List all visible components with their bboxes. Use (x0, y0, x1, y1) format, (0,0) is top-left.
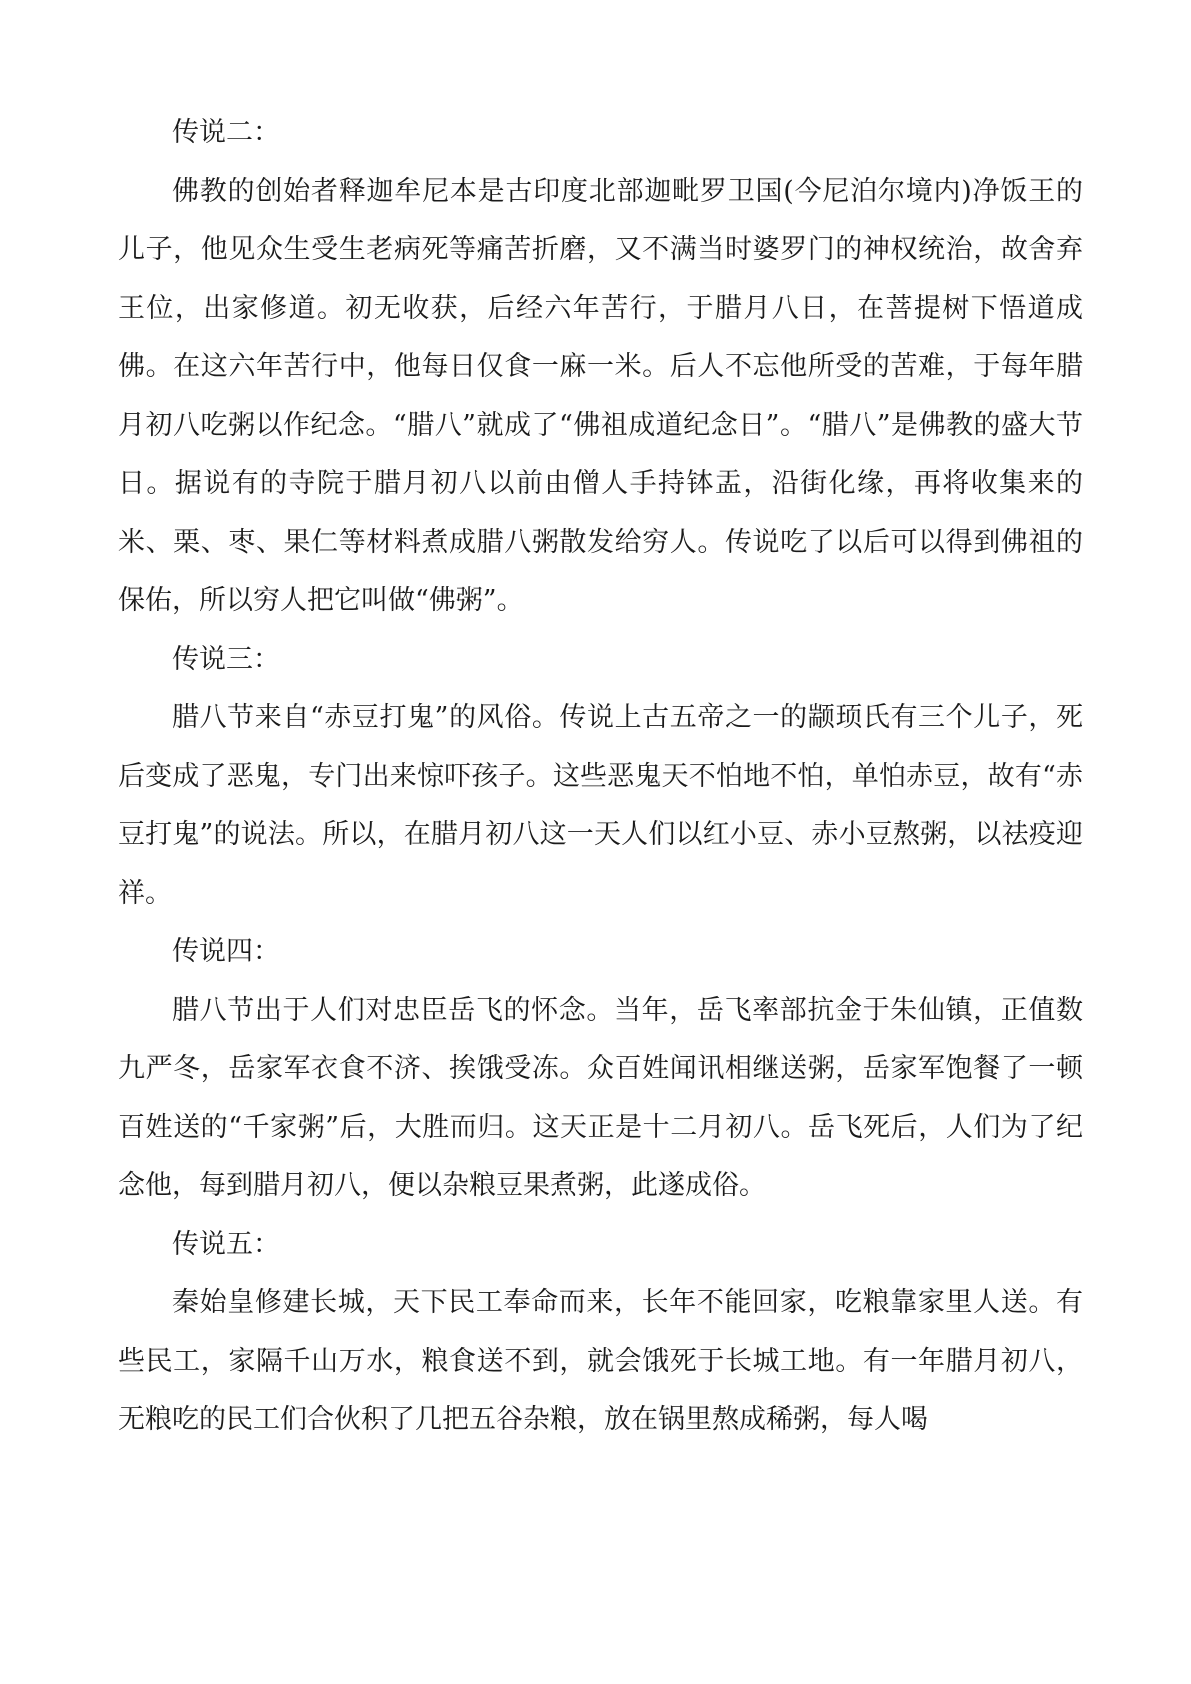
legend-3-heading: 传说三： (172, 643, 280, 675)
legend-4-heading: 传说四： (172, 936, 280, 967)
legend-3-paragraph: 腊八节来自“赤豆打鬼”的风俗。传说上古五帝之一的颛顼氏有三个儿子，死后变成了恶鬼，专门出来惊吓孩子。这些恶鬼天不怕地不怕，单怕赤豆，故有“赤豆打鬼”的说法。所以，在腊月初八这一天人们以红小豆、赤小豆熬粥，以祛疫迎祥。 (118, 702, 1083, 909)
legend-2-heading: 传说二： (172, 117, 280, 148)
legend-5-paragraph: 秦始皇修建长城，天下民工奉命而来，长年不能回家，吃粮靠家里人送。有些民工，家隔千山万水，粮食送不到，就会饿死于长城工地。有一年腊月初八，无粮吃的民工们合伙积了几把五谷杂粮，放在锅里熬成稀粥，每人喝 (118, 1287, 1083, 1435)
legend-5-heading: 传说五： (172, 1228, 280, 1260)
document-body (118, 104, 1083, 1450)
legend-2-paragraph: 佛教的创始者释迦牟尼本是古印度北部迦毗罗卫国(今尼泊尔境内)净饭王的儿子，他见众生受生老病死等痛苦折磨，又不满当时婆罗门的神权统治，故舍弃王位，出家修道。初无收获，后经六年苦行，于腊月八日，在菩提树下悟道成佛。在这六年苦行中，他每日仅食一麻一米。后人不忘他所受的苦难，于每年腊月初八吃粥以作纪念。“腊八”就成了“佛祖成道纪念日”。“腊八”是佛教的盛大节日。据说有的寺院于腊月初八以前由僧人手持钵盂，沿街化缘，再将收集来的米、栗、枣、果仁等材料煮成腊八粥散发给穷人。传说吃了以后可以得到佛祖的保佑，所以穷人把它叫做“佛粥”。 (118, 175, 1083, 616)
legend-4-paragraph: 腊八节出于人们对忠臣岳飞的怀念。当年，岳飞率部抗金于朱仙镇，正值数九严冬，岳家军衣食不济、挨饿受冻。众百姓闻讯相继送粥，岳家军饱餐了一顿百姓送的“千家粥”后，大胜而归。这天正是十二月初八。岳飞死后，人们为了纪念他，每到腊月初八，便以杂粮豆果煮粥，此遂成俗。 (118, 994, 1083, 1201)
